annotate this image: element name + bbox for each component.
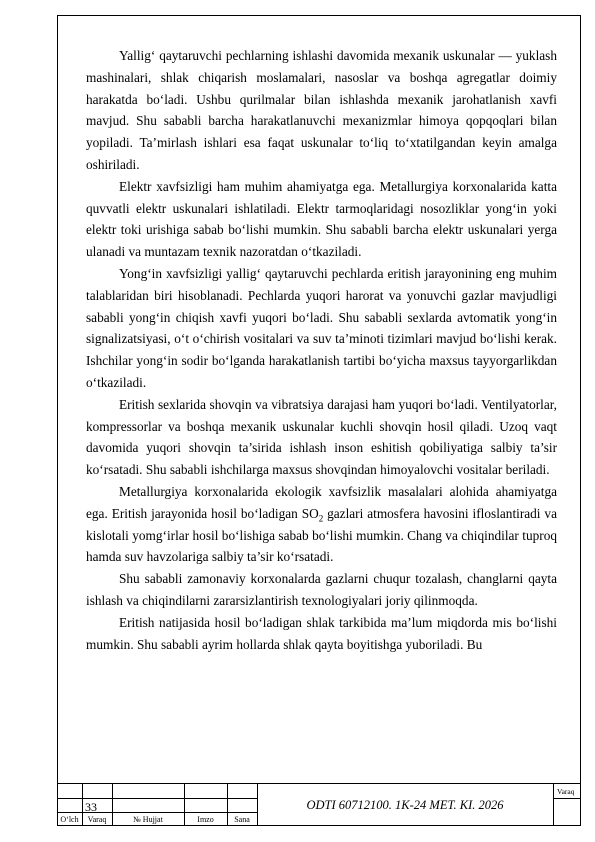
document-body [86,45,557,655]
col-doc-label: № Hujjat [133,815,163,824]
col-sheet-label: Varaq [87,815,107,824]
document-code: ODTI 60712100. 1K-24 MET. KI. 2026 [306,798,504,812]
sheet-label: Varaq [557,787,575,796]
page-number: 33 [85,800,97,814]
paragraph-fire-safety: Yong‘in xavfsizligi yallig‘ qaytaruvchi pechlarda eritish jarayonining eng muhim talablaridan biri hisoblanadi. Pechlarda yuqori harorat va yonuvchi gazlar mavjudligi sababli yong‘in chiqish xavfi yuqori bo‘ladi. Shu sababli sexlarda avtomatik yong‘in signalizatsiyasi, o‘t o‘chirish vositalari va suv ta’minoti tizimlari mavjud bo‘lishi kerak. Ishchilar yong‘in sodir bo‘lganda harakatlanish tartibi bo‘yicha maxsus tayyorgarlikdan o‘tkaziladi. [86,265,557,390]
title-block-divider [553,784,554,826]
col-sign-label: Imzo [197,815,214,824]
title-block-divider [57,798,257,799]
ecology-text-before: Metallurgiya korxonalarida ekologik xavfsizlik masalalari alohida ahamiyatga ega. Eritish jarayonida hosil bo‘ladigan SO [86,483,557,521]
title-block-divider [553,798,581,799]
paragraph-electrical-safety: Elektr xavfsizligi ham muhim ahamiyatga ega. Metallurgiya korxonalarida katta quvvatli elektr uskunalari ishlatiladi. Elektr tarmoqlaridagi nosozliklar yong‘in yoki elektr toki urishiga sabab bo‘lishi mumkin. Shu sababli barcha elektr uskunalari yerga ulanadi va muntazam texnik nazoratdan o‘tkaziladi. [86,178,557,260]
col-change-label: O‘lch [60,815,79,824]
paragraph-noise-vibration: Eritish sexlarida shovqin va vibratsiya darajasi ham yuqori bo‘ladi. Ventilyatorlar, kompressorlar va boshqa mexanik uskunalar kuchli shovqin hosil qiladi. Uzoq vaqt davomida yuqori shovqin ta’sirida ishlash inson eshitish qobiliyatiga salbiy ta’sir ko‘rsatadi. Shu sababli ishchilarga maxsus shovqindan himoyalovchi vositalar beriladi. [86,396,557,478]
paragraph-ecology [86,481,557,568]
so2-subscript: 2 [318,513,324,524]
paragraph-mechanical-safety: Yallig‘ qaytaruvchi pechlarning ishlashi davomida mexanik uskunalar — yuklash mashinalari, shlak chiqarish moslamalari, nasoslar va boshqa agregatlar doimiy harakatda bo‘ladi. Ushbu qurilmalar bilan ishlashda mexanik jarohatlanish xavfi mavjud. Shu sababli barcha harakatlanuvchi mexanizmlar himoya qopqoqlari bilan yopiladi. Ta’mirlash ishlari esa faqat uskunalar to‘liq to‘xtatilgandan keyin amalga oshiriladi. [86,48,557,172]
title-block [57,783,581,826]
col-date-label: Sana [234,815,250,824]
ecology-text-after: gazlari atmosfera havosini ifloslantiradi va kislotali yomg‘irlar hosil bo‘lishiga sabab bo‘lishi mumkin. Chang va chiqindilar tuproq hamda suv havzolariga salbiy ta’sir ko‘rsatadi. [86,505,557,565]
paragraph-gas-cleaning: Shu sababli zamonaviy korxonalarda gazlarni chuqur tozalash, changlarni qayta ishlash va chiqindilarni zararsizlantirish texnologiyalari joriy qilinmoqda. [86,571,557,608]
paragraph-slag: Eritish natijasida hosil bo‘ladigan shlak tarkibida ma’lum miqdorda mis bo‘lishi mumkin. Shu sababli ayrim hollarda shlak qayta boyitishga yuboriladi. Bu [86,614,557,652]
